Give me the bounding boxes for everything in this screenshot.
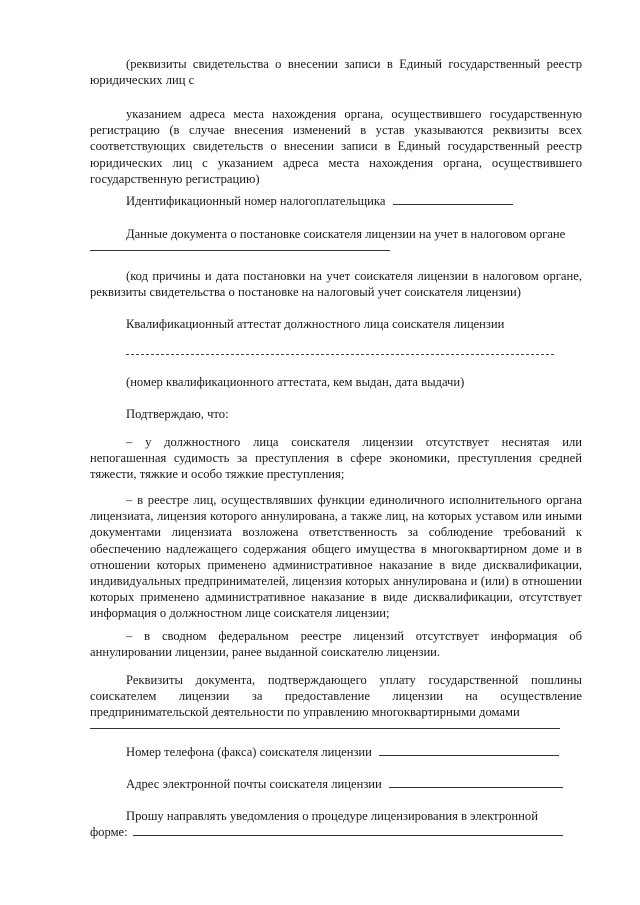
- qualification-fill-line: [126, 354, 554, 355]
- paragraph-license-registry: – в сводном федеральном реестре лицензий отсутствует информация об аннулировании лицензии, ранее выданной соискателю лицензии.: [90, 629, 582, 660]
- phone-line: [90, 744, 582, 760]
- paragraph-state-fee: Реквизиты документа, подтверждающего уплату государственной пошлины соискателем лицензии за предоставление лицензии на осуществление предпринимательской деятельности по управлению многоквартирными домами: [90, 673, 582, 720]
- email-fill-line: [389, 777, 563, 788]
- inn-fill-line: [393, 194, 513, 205]
- paragraph-no-criminal-record: – у должностного лица соискателя лицензии отсутствует неснятая или непогашенная судимость за преступления в сфере экономики, преступления средней тяжести, тяжкие и особо тяжкие преступления;: [90, 435, 582, 482]
- paragraph-electronic-notifications: Прошу направлять уведомления о процедуре лицензирования в электронной: [126, 809, 538, 823]
- paragraph-tax-registration-hint: (код причины и дата постановки на учет соискателя лицензии в налоговом органе, реквизиты свидетельства о постановке на налоговый учет соискателя лицензии): [90, 269, 582, 300]
- electronic-form-fill-line: [133, 825, 563, 836]
- tax-registration-fill-line: [90, 250, 390, 251]
- electronic-form-line: [90, 824, 582, 840]
- state-fee-fill-line: [90, 728, 560, 729]
- paragraph-tax-registration: Данные документа о постановке соискателя лицензии на учет в налоговом органе: [126, 227, 566, 241]
- paragraph-disqualification-registry: – в реестре лиц, осуществлявших функции единоличного исполнительного органа лицензиата, лицензия которого аннулирована, а также лиц, на которых уставом или иными документами лицензиата возложена ответственность за соблюдение требований к обеспечению надлежащего содержания общего имущества в многоквартирном доме и в отношении которых применено административное наказание в виде дисквалификации, индивидуальных предпринимателей, лицензия которых аннулирована и (или) в отношении которых применено административное наказание в виде дисквалификации, отсутствует информация о должностном лице соискателя лицензии;: [90, 493, 582, 621]
- inn-label: Идентификационный номер налогоплательщика: [126, 194, 386, 208]
- email-line: [90, 776, 582, 792]
- paragraph-registry-certificate: (реквизиты свидетельства о внесении записи в Единый государственный реестр юридических лиц с: [90, 57, 582, 88]
- electronic-form-label: форме:: [90, 825, 128, 839]
- paragraph-confirm-heading: Подтверждаю, что:: [126, 407, 229, 421]
- email-label: Адрес электронной почты соискателя лицензии: [126, 777, 382, 791]
- phone-label: Номер телефона (факса) соискателя лицензии: [126, 745, 372, 759]
- phone-fill-line: [379, 745, 559, 756]
- inn-line: [90, 193, 582, 209]
- paragraph-registration-address: указанием адреса места нахождения органа, осуществившего государственную регистрацию (в случае внесения изменений в устав указываются реквизиты всех соответствующих свидетельств о внесении записи в Единый государственный реестр юридических лиц с указанием адреса места нахождения органа, осуществившего государственную регистрацию): [90, 107, 582, 186]
- paragraph-qualification-hint: (номер квалификационного аттестата, кем выдан, дата выдачи): [126, 375, 465, 389]
- paragraph-qualification-certificate: Квалификационный аттестат должностного лица соискателя лицензии: [126, 317, 505, 331]
